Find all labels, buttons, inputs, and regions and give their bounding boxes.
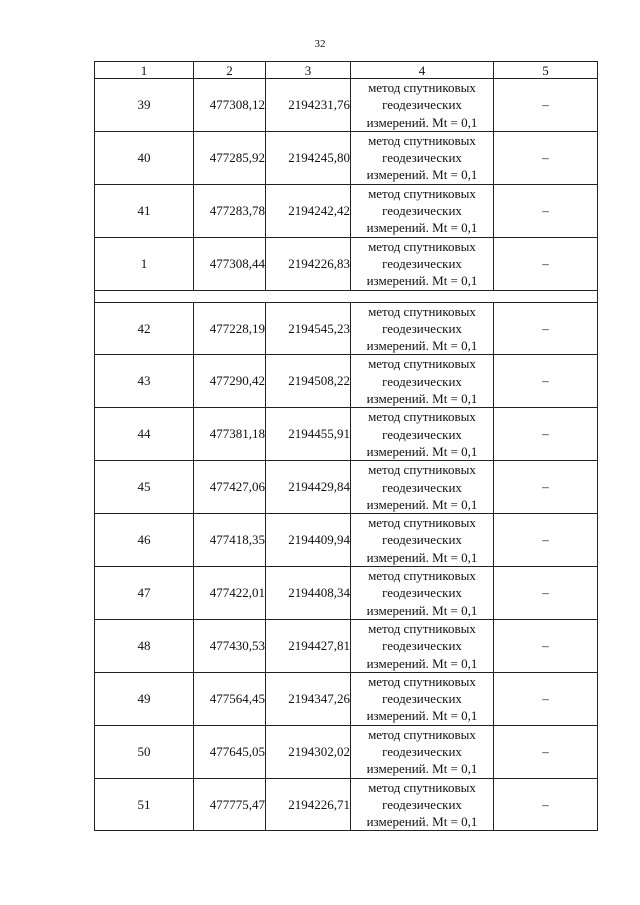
coordinate-y: 2194226,83 — [266, 237, 351, 290]
coordinate-x: 477381,18 — [194, 408, 266, 461]
point-number: 50 — [95, 725, 194, 778]
method-cell — [351, 461, 494, 514]
coordinate-y: 2194508,22 — [266, 355, 351, 408]
method-cell — [351, 79, 494, 132]
point-number: 41 — [95, 184, 194, 237]
coordinate-y: 2194245,80 — [266, 131, 351, 184]
method-line: геодезических — [382, 479, 462, 495]
column-header: 3 — [266, 62, 351, 79]
coordinate-x: 477418,35 — [194, 514, 266, 567]
table-row — [95, 184, 598, 237]
method-cell — [351, 408, 494, 461]
note-cell: – — [494, 302, 598, 355]
note-cell: – — [494, 778, 598, 831]
method-line: измерений. Mt = 0,1 — [366, 443, 478, 459]
note-cell: – — [494, 514, 598, 567]
point-number: 39 — [95, 79, 194, 132]
method-line: измерений. Mt = 0,1 — [366, 549, 478, 565]
table-row — [95, 237, 598, 290]
method-line: геодезических — [382, 638, 462, 654]
coordinate-y: 2194231,76 — [266, 79, 351, 132]
table-row — [95, 408, 598, 461]
method-line: геодезических — [382, 203, 462, 219]
header-row — [95, 62, 598, 79]
method-line: геодезических — [382, 426, 462, 442]
method-line: метод спутниковых — [368, 620, 476, 636]
coordinate-x: 477775,47 — [194, 778, 266, 831]
coordinate-x: 477285,92 — [194, 131, 266, 184]
coordinate-x: 477645,05 — [194, 725, 266, 778]
method-line: измерений. Mt = 0,1 — [366, 814, 478, 830]
note-cell: – — [494, 408, 598, 461]
point-number: 44 — [95, 408, 194, 461]
column-header: 2 — [194, 62, 266, 79]
method-line: измерений. Mt = 0,1 — [366, 391, 478, 407]
note-cell: – — [494, 184, 598, 237]
point-number: 48 — [95, 619, 194, 672]
table-row — [95, 514, 598, 567]
table-row — [95, 725, 598, 778]
page-number: 32 — [314, 38, 326, 50]
method-cell — [351, 778, 494, 831]
method-line: метод спутниковых — [368, 303, 476, 319]
method-line: измерений. Mt = 0,1 — [366, 114, 478, 130]
method-line: геодезических — [382, 320, 462, 336]
method-cell — [351, 237, 494, 290]
method-cell — [351, 619, 494, 672]
method-cell — [351, 302, 494, 355]
coordinate-y: 2194455,91 — [266, 408, 351, 461]
note-cell: – — [494, 619, 598, 672]
method-line: геодезических — [382, 532, 462, 548]
column-header: 4 — [351, 62, 494, 79]
method-line: метод спутниковых — [368, 673, 476, 689]
coordinate-y: 2194545,23 — [266, 302, 351, 355]
table-row — [95, 567, 598, 620]
point-number: 43 — [95, 355, 194, 408]
coordinate-x: 477427,06 — [194, 461, 266, 514]
method-line: метод спутниковых — [368, 462, 476, 478]
method-line: метод спутниковых — [368, 132, 476, 148]
method-line: геодезических — [382, 150, 462, 166]
table-row — [95, 778, 598, 831]
point-number: 42 — [95, 302, 194, 355]
coordinate-x: 477290,42 — [194, 355, 266, 408]
method-line: метод спутниковых — [368, 80, 476, 95]
method-line: измерений. Mt = 0,1 — [366, 273, 478, 289]
method-line: геодезических — [382, 373, 462, 389]
coordinate-y: 2194302,02 — [266, 725, 351, 778]
method-line: измерений. Mt = 0,1 — [366, 338, 478, 354]
coordinate-x: 477228,19 — [194, 302, 266, 355]
method-line: измерений. Mt = 0,1 — [366, 220, 478, 236]
method-line: измерений. Mt = 0,1 — [366, 655, 478, 671]
coordinate-y: 2194408,34 — [266, 567, 351, 620]
method-line: метод спутниковых — [368, 356, 476, 372]
note-cell: – — [494, 567, 598, 620]
table-row — [95, 672, 598, 725]
coordinate-x: 477308,12 — [194, 79, 266, 132]
method-cell — [351, 355, 494, 408]
point-number: 49 — [95, 672, 194, 725]
method-line: метод спутниковых — [368, 779, 476, 795]
note-cell: – — [494, 131, 598, 184]
method-line: измерений. Mt = 0,1 — [366, 167, 478, 183]
note-cell: – — [494, 79, 598, 132]
coordinate-y: 2194409,94 — [266, 514, 351, 567]
method-line: метод спутниковых — [368, 568, 476, 584]
method-line: метод спутниковых — [368, 238, 476, 254]
coordinate-y: 2194347,26 — [266, 672, 351, 725]
method-line: измерений. Mt = 0,1 — [366, 602, 478, 618]
coordinate-x: 477283,78 — [194, 184, 266, 237]
note-cell: – — [494, 355, 598, 408]
point-number: 46 — [95, 514, 194, 567]
note-cell: – — [494, 237, 598, 290]
method-cell — [351, 514, 494, 567]
table-row — [95, 619, 598, 672]
table-row — [95, 131, 598, 184]
coordinates-table — [94, 61, 598, 831]
method-line: измерений. Mt = 0,1 — [366, 708, 478, 724]
table-row — [95, 79, 598, 132]
method-line: геодезических — [382, 585, 462, 601]
note-cell: – — [494, 725, 598, 778]
column-header: 1 — [95, 62, 194, 79]
method-line: геодезических — [382, 796, 462, 812]
table-row — [95, 461, 598, 514]
method-line: измерений. Mt = 0,1 — [366, 496, 478, 512]
coordinate-x: 477308,44 — [194, 237, 266, 290]
table-row — [95, 355, 598, 408]
coordinate-y: 2194429,84 — [266, 461, 351, 514]
point-number: 45 — [95, 461, 194, 514]
separator-cell — [95, 290, 598, 302]
column-header: 5 — [494, 62, 598, 79]
method-line: метод спутниковых — [368, 409, 476, 425]
point-number: 51 — [95, 778, 194, 831]
point-number: 47 — [95, 567, 194, 620]
method-cell — [351, 725, 494, 778]
method-cell — [351, 672, 494, 725]
coordinate-y: 2194242,42 — [266, 184, 351, 237]
method-line: метод спутниковых — [368, 185, 476, 201]
method-line: геодезических — [382, 255, 462, 271]
method-line: метод спутниковых — [368, 515, 476, 531]
coordinate-y: 2194226,71 — [266, 778, 351, 831]
point-number: 1 — [95, 237, 194, 290]
coordinate-x: 477564,45 — [194, 672, 266, 725]
method-line: геодезических — [382, 743, 462, 759]
note-cell: – — [494, 461, 598, 514]
note-cell: – — [494, 672, 598, 725]
group-separator-row — [95, 290, 598, 302]
point-number: 40 — [95, 131, 194, 184]
coordinate-x: 477430,53 — [194, 619, 266, 672]
method-line: метод спутниковых — [368, 726, 476, 742]
method-cell — [351, 184, 494, 237]
coordinate-x: 477422,01 — [194, 567, 266, 620]
method-line: измерений. Mt = 0,1 — [366, 761, 478, 777]
table-row — [95, 302, 598, 355]
method-line: геодезических — [382, 97, 462, 113]
method-cell — [351, 567, 494, 620]
method-cell — [351, 131, 494, 184]
table-body — [95, 79, 598, 831]
coordinate-y: 2194427,81 — [266, 619, 351, 672]
method-line: геодезических — [382, 691, 462, 707]
